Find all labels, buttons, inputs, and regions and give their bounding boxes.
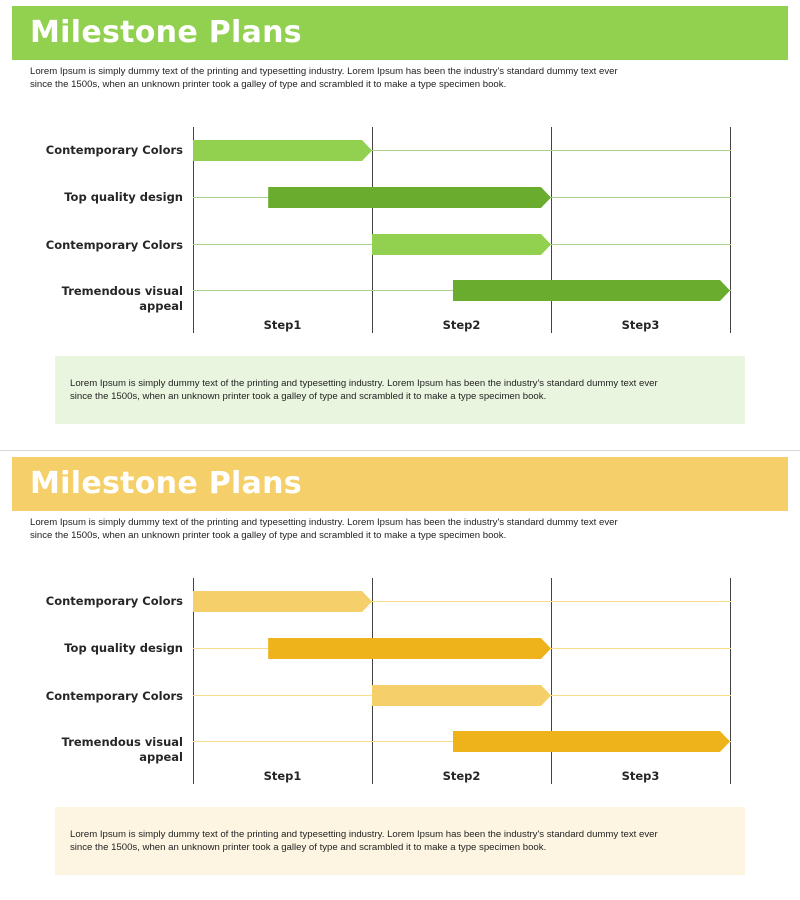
step-divider	[372, 127, 373, 333]
step-divider	[551, 127, 552, 333]
task-label: Contemporary Colors	[45, 594, 183, 608]
step-divider	[551, 578, 552, 784]
task-label: Tremendous visual appeal	[61, 284, 183, 313]
title-banner	[12, 6, 788, 60]
step-divider	[730, 127, 731, 333]
note-text: Lorem Ipsum is simply dummy text of the printing and typesetting industry. Lorem Ipsum has been the industry's standard dummy text ever since the 1500s, when an unknown printer took a galley of type and scrambled it to make a type specimen book.	[70, 378, 658, 402]
milestone-bar	[453, 731, 730, 752]
milestone-bar	[372, 685, 551, 706]
intro-text: Lorem Ipsum is simply dummy text of the printing and typesetting industry. Lorem Ipsum has been the industry's standard dummy text ever since the 1500s, when an unknown printer took a galley of type and scrambled it to make a type specimen book.	[30, 517, 618, 541]
note-box	[55, 807, 745, 875]
step-label: Step3	[621, 318, 660, 332]
task-label: Contemporary Colors	[45, 689, 183, 703]
task-label: Contemporary Colors	[45, 143, 183, 157]
note-box	[55, 356, 745, 424]
task-label: Tremendous visual appeal	[61, 735, 183, 764]
milestone-bar	[268, 638, 551, 659]
slide-title: Milestone Plans	[30, 466, 302, 501]
intro-text: Lorem Ipsum is simply dummy text of the printing and typesetting industry. Lorem Ipsum has been the industry's standard dummy text ever since the 1500s, when an unknown printer took a galley of type and scrambled it to make a type specimen book.	[30, 66, 618, 90]
step-label: Step2	[442, 318, 481, 332]
milestone-bar	[268, 187, 551, 208]
task-label: Top quality design	[64, 641, 183, 655]
milestone-bar	[193, 591, 372, 612]
step-label: Step3	[621, 769, 660, 783]
slide-title: Milestone Plans	[30, 15, 302, 50]
milestone-bar	[372, 234, 551, 255]
step-divider	[730, 578, 731, 784]
step-label: Step1	[263, 318, 302, 332]
step-divider	[372, 578, 373, 784]
task-label: Top quality design	[64, 190, 183, 204]
slide-yellow	[0, 450, 800, 900]
task-label: Contemporary Colors	[45, 238, 183, 252]
note-text: Lorem Ipsum is simply dummy text of the printing and typesetting industry. Lorem Ipsum has been the industry's standard dummy text ever since the 1500s, when an unknown printer took a galley of type and scrambled it to make a type specimen book.	[70, 829, 658, 853]
step-label: Step2	[442, 769, 481, 783]
milestone-bar	[453, 280, 730, 301]
step-label: Step1	[263, 769, 302, 783]
milestone-bar	[193, 140, 372, 161]
title-banner	[12, 457, 788, 511]
